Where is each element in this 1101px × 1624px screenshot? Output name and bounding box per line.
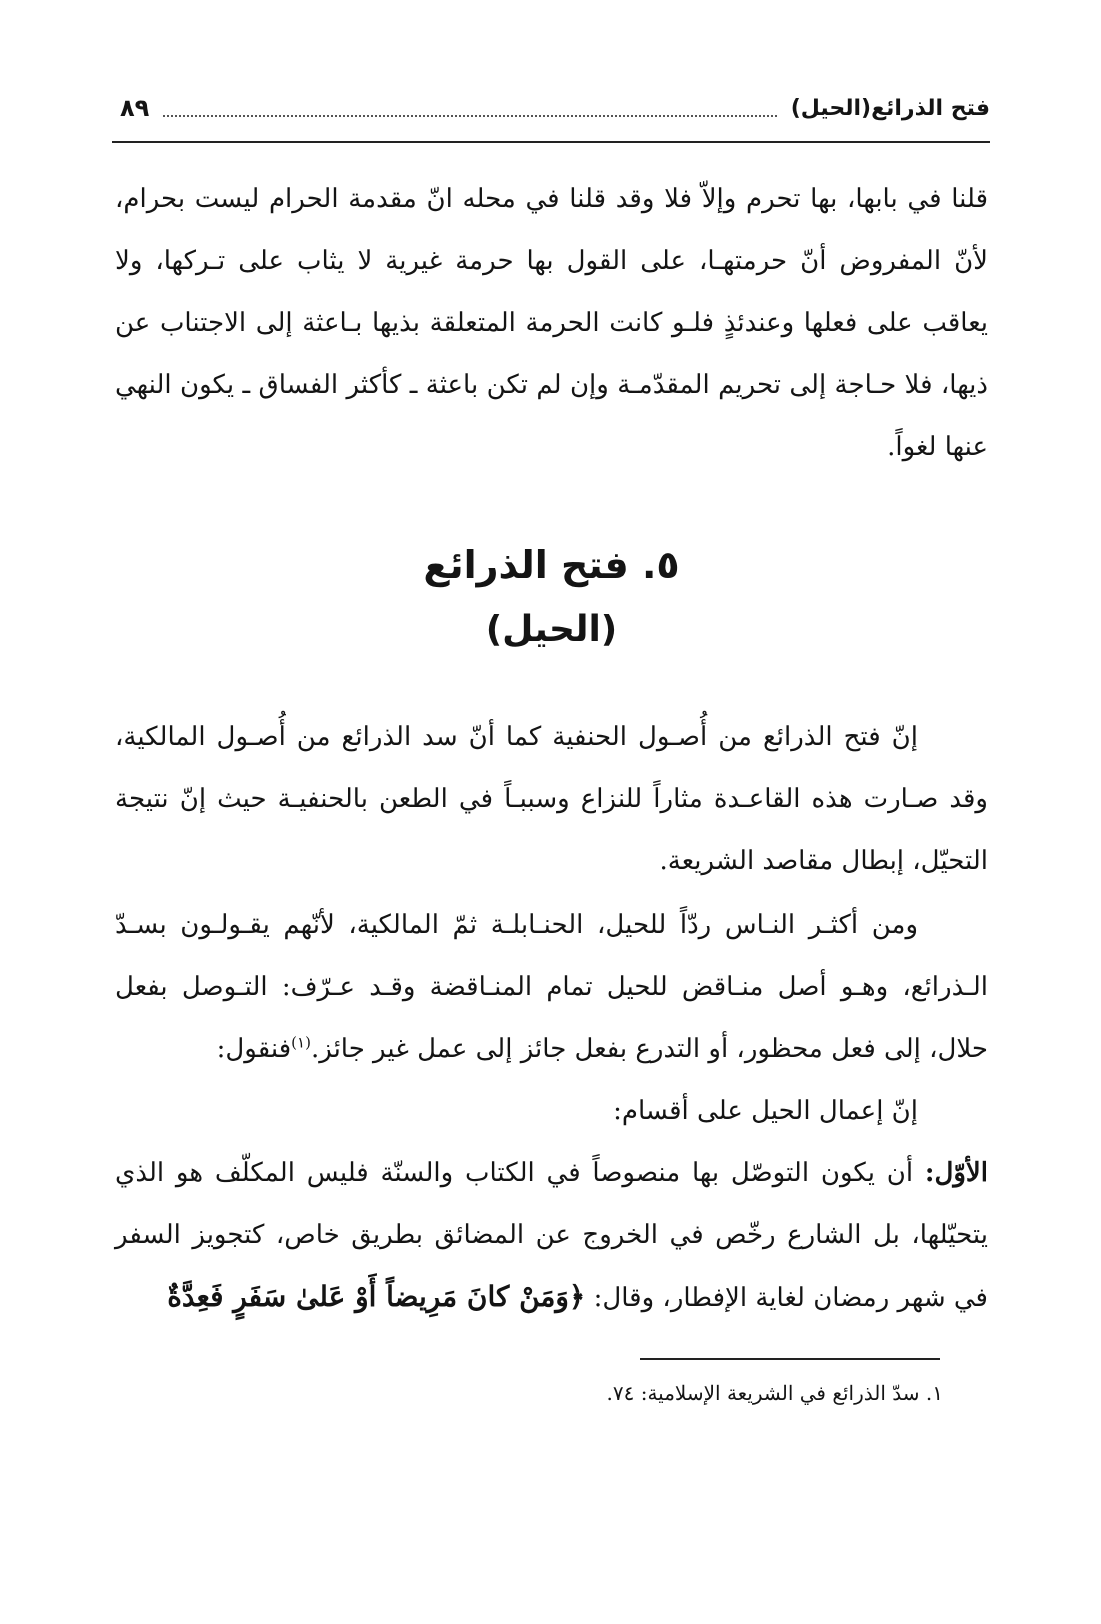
footnote-reference[interactable]: (١): [291, 1033, 311, 1052]
running-header: [120, 88, 990, 128]
header-divider: [112, 141, 990, 143]
paragraph-continuation: قلنا في بابها، بها تحرم وإلاّ فلا وقد قلنا في محله انّ مقدمة الحرام ليست بحرام، لأنّ المفروض أنّ حرمتهـا، على القول بها حرمة غيرية لا يثاب على تـركها، ولا يعاقب على فعلها وعندئذٍ فلـو كانت الحرمة المتعلقة بذيها بـاعثة إلى الاجتناب عن ذيها، فلا حـاجة إلى تحريم المقدّمـة وإن لم تكن باعثة ـ كأكثر الفساق ـ يكون النهي عنها لغواً.: [115, 184, 988, 462]
paragraph-hanbali-maliki: [115, 894, 988, 1080]
paragraph-intro: إنّ فتح الذرائع من أُصـول الحنفية كما أنّ سد الذرائع من أُصـول المالكية، وقد صـارت هذه القاعـدة مثاراً للنزاع وسببـاً في الطعن بالحنفيـة حيث إنّ نتيجة التحيّل، إبطال مقاصد الشريعة.: [115, 722, 988, 876]
quran-verse: ﴿وَمَنْ كانَ مَرِيضاً أَوْ عَلىٰ سَفَرٍ فَعِدَّةٌ: [167, 1280, 586, 1313]
section-title: ٥. فتح الذرائع: [423, 543, 680, 587]
paragraph-divisions: إنّ إعمال الحيل على أقسام:: [613, 1096, 918, 1126]
running-header-title: فتح الذرائع(الحيل): [790, 95, 990, 121]
paragraph-first-division: [115, 1142, 988, 1329]
header-dot-leader: [163, 115, 776, 117]
paragraph-hanbali-maliki-tail: فنقول:: [216, 1034, 292, 1064]
footnote-divider: [640, 1358, 940, 1360]
paragraph-hanbali-maliki-text: ومن أكثـر النـاس ردّاً للحيل، الحنـابلـة ثمّ المالكية، لأنّهم يقـولـون بسـدّ الـذرائع، وهـو أصل منـاقض للحيل تمام المنـاقضة وقـد عـرّف: التـوصل بفعل حلال، إلى فعل محظور، أو التدرع بفعل جائز إلى عمل غير جائز.: [115, 910, 988, 1064]
first-division-text: أن يكون التوصّل بها منصوصاً في الكتاب والسنّة فليس المكلّف هو الذي يتحيّلها، بل الشارع رخّص في الخروج عن المضائق بطريق خاص، كتجويز السفر في شهر رمضان لغاية الإفطار، وقال:: [115, 1158, 988, 1313]
page-number: ٨٩: [120, 94, 150, 122]
section-subtitle: (الحيل): [485, 609, 618, 650]
footnote: ١. سدّ الذرائع في الشريعة الإسلامية: ٧٤.: [606, 1381, 943, 1405]
first-division-label: الأوّل:: [924, 1158, 988, 1188]
